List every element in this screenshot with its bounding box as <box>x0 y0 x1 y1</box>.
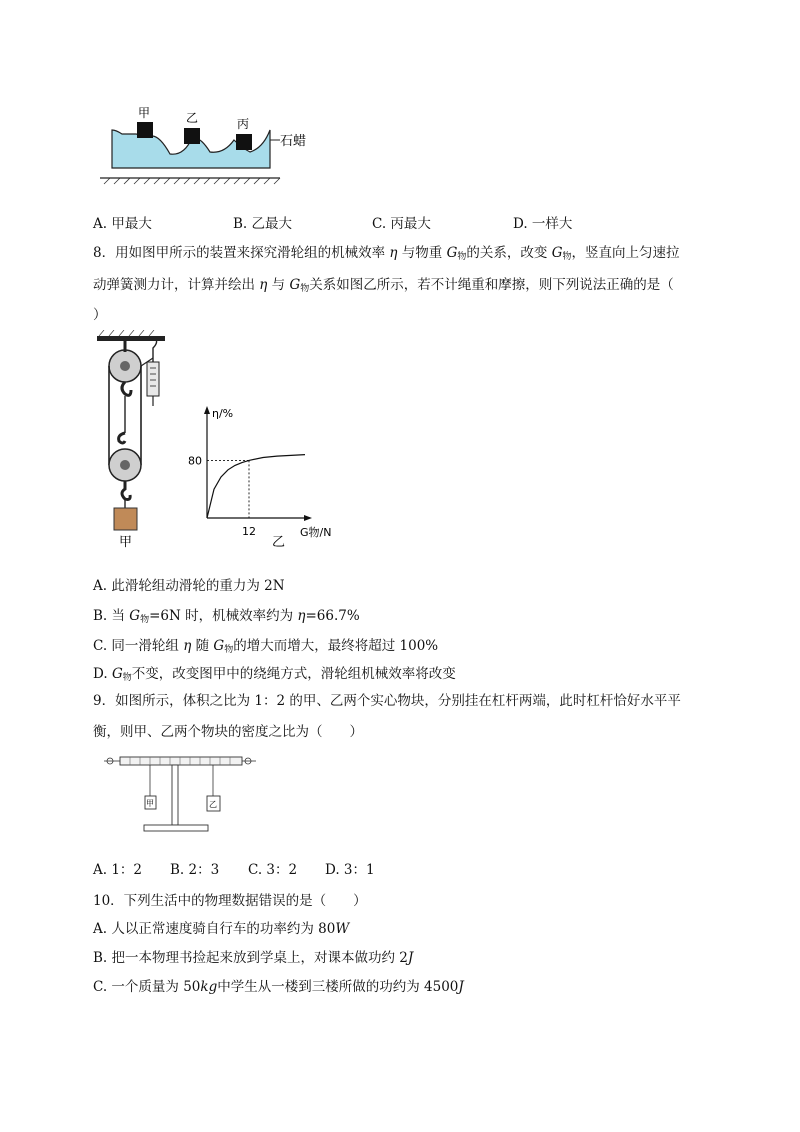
x-axis-label: G物/N <box>300 526 332 539</box>
block-bing <box>236 134 252 150</box>
q8-stem-line3: ） <box>93 307 107 323</box>
y-axis-label: η/% <box>212 407 234 420</box>
y-tick-label: 80 <box>188 454 202 468</box>
q10-option-b: B. 把一本物理书捡起来放到学桌上，对课本做功约 2J <box>93 950 414 966</box>
x-tick-label: 12 <box>242 525 256 538</box>
label-wax: 石蜡 <box>280 134 307 149</box>
q9-stem-line2: 衡，则甲、乙两个物块的密度之比为（ ） <box>93 724 363 740</box>
q8-option-d: D. $G_物$不变，改变图甲中的绕绳方式，滑轮组机械效率将改变 <box>93 666 456 683</box>
efficiency-curve <box>207 455 305 518</box>
lever-label-jia: 甲 <box>146 799 154 808</box>
chart-caption: 乙 <box>272 535 286 550</box>
q9-option-a: A. 1：2 <box>93 862 143 878</box>
q8-option-c: C. 同一滑轮组 η 随 $G_物$的增大而增大，最终将超过 100% <box>93 638 439 655</box>
pulley-figure <box>95 330 175 550</box>
q7-option-c: C. 丙最大 <box>372 216 431 232</box>
q8-option-a: A. 此滑轮组动滑轮的重力为 2N <box>93 578 285 594</box>
q8-stem-line2: 动弹簧测力计，计算并绘出 η 与 $G_物$关系如图乙所示，若不计绳重和摩擦，则下列说法正确的是（ <box>93 277 674 294</box>
q9-option-d: D. 3：1 <box>325 862 375 878</box>
q9-option-c: C. 3：2 <box>248 862 298 878</box>
lever-figure <box>100 748 260 836</box>
q7-option-d: D. 一样大 <box>513 216 573 232</box>
buoyancy-figure <box>100 100 320 186</box>
q10-option-c: C. 一个质量为 50kg中学生从一楼到三楼所做的功约为 4500J <box>93 979 464 995</box>
q8-option-b: B. 当 $G_物=6N$ 时，机械效率约为 η=66.7% <box>93 608 360 625</box>
q8-stem-line1: 8．用如图甲所示的装置来探究滑轮组的机械效率 η 与物重 $G_物$的关系，改变 $G_物$，竖直向上匀速拉 <box>93 245 680 262</box>
label-yi: 乙 <box>186 111 199 125</box>
q7-option-b: B. 乙最大 <box>233 216 293 232</box>
efficiency-chart <box>180 400 350 550</box>
pulley-caption: 甲 <box>119 535 133 550</box>
q7-option-a: A. 甲最大 <box>93 216 152 232</box>
block-yi <box>184 128 200 144</box>
q10-option-a: A. 人以正常速度骑自行车的功率约为 80W <box>93 921 350 937</box>
q10-stem: 10．下列生活中的物理数据错误的是（ ） <box>93 893 367 909</box>
label-jia: 甲 <box>138 106 151 120</box>
label-bing: 丙 <box>237 117 250 131</box>
lever-label-yi: 乙 <box>209 800 217 809</box>
q9-option-b: B. 2：3 <box>170 862 220 878</box>
block-jia <box>137 122 153 138</box>
q9-stem-line1: 9．如图所示，体积之比为 1：2 的甲、乙两个实心物块，分别挂在杠杆两端，此时杠杆恰好水平平 <box>93 693 681 709</box>
